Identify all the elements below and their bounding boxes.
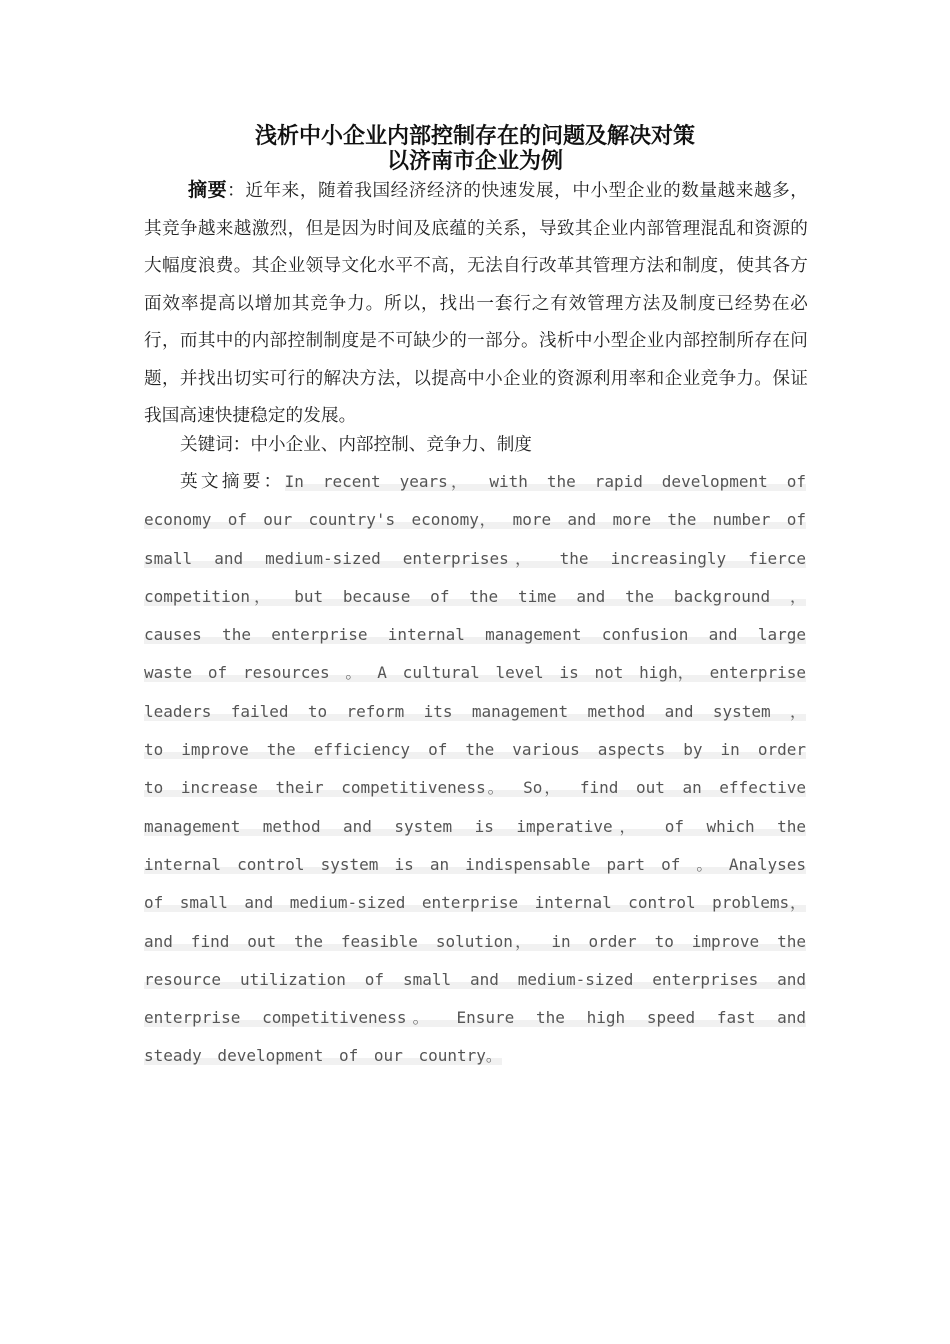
english-abstract-label: 英文摘要： <box>180 472 285 492</box>
chinese-abstract-label: 摘要 <box>188 179 228 201</box>
chinese-abstract <box>144 172 808 436</box>
document-title: 浅析中小企业内部控制存在的问题及解决对策 <box>254 124 695 149</box>
chinese-abstract-text: 近年来，随着我国经济经济的快速发展，中小型企业的数量越来越多，其竞争越来越激烈，但是因为时间及底蕴的关系，导致其企业内部管理混乱和资源的大幅度浪费。其企业领导文化水平不高，无法自行改革其管理方法和制度，使其各方面效率提高以增加其竞争力。所以，找出一套行之有效管理方法及制度已经势在必行，而其中的内部控制制度是不可缺少的一部分。浅析中小型企业内部控制所存在问题，并找出切实可行的解决方法，以提高中小企业的资源利用率和企业竞争力。保证我国高速快捷稳定的发展。 <box>144 181 808 426</box>
english-abstract-text: In recent years， with the rapid development of economy of our country's economy， more and more the number of small and medium-sized enterprises， the increasingly fierce competition， but because of the time and the background ， causes the enterprise internal management confusion and large waste of resources 。 A cultural level is not high， enterprise leaders failed to reform its management method and system ， to improve the efficiency of the various aspects by in order to increase their competitiveness。 So， find out an effective management method and system is imperative， of which the internal control system is an indispensable part of 。 Analyses of small and medium-sized enterprise internal control problems， and find out the feasible solution， in order to improve the resource utilization of small and medium-sized enterprises and enterprise competitiveness。 Ensure the high speed fast and steady development of our country。 <box>144 472 806 1066</box>
keywords: 关键词：中小企业、内部控制、竞争力、制度 <box>180 435 532 455</box>
chinese-abstract-label-colon: ： <box>227 181 246 201</box>
document-subtitle: 以济南市企业为例 <box>386 149 563 174</box>
english-abstract <box>144 463 806 1076</box>
